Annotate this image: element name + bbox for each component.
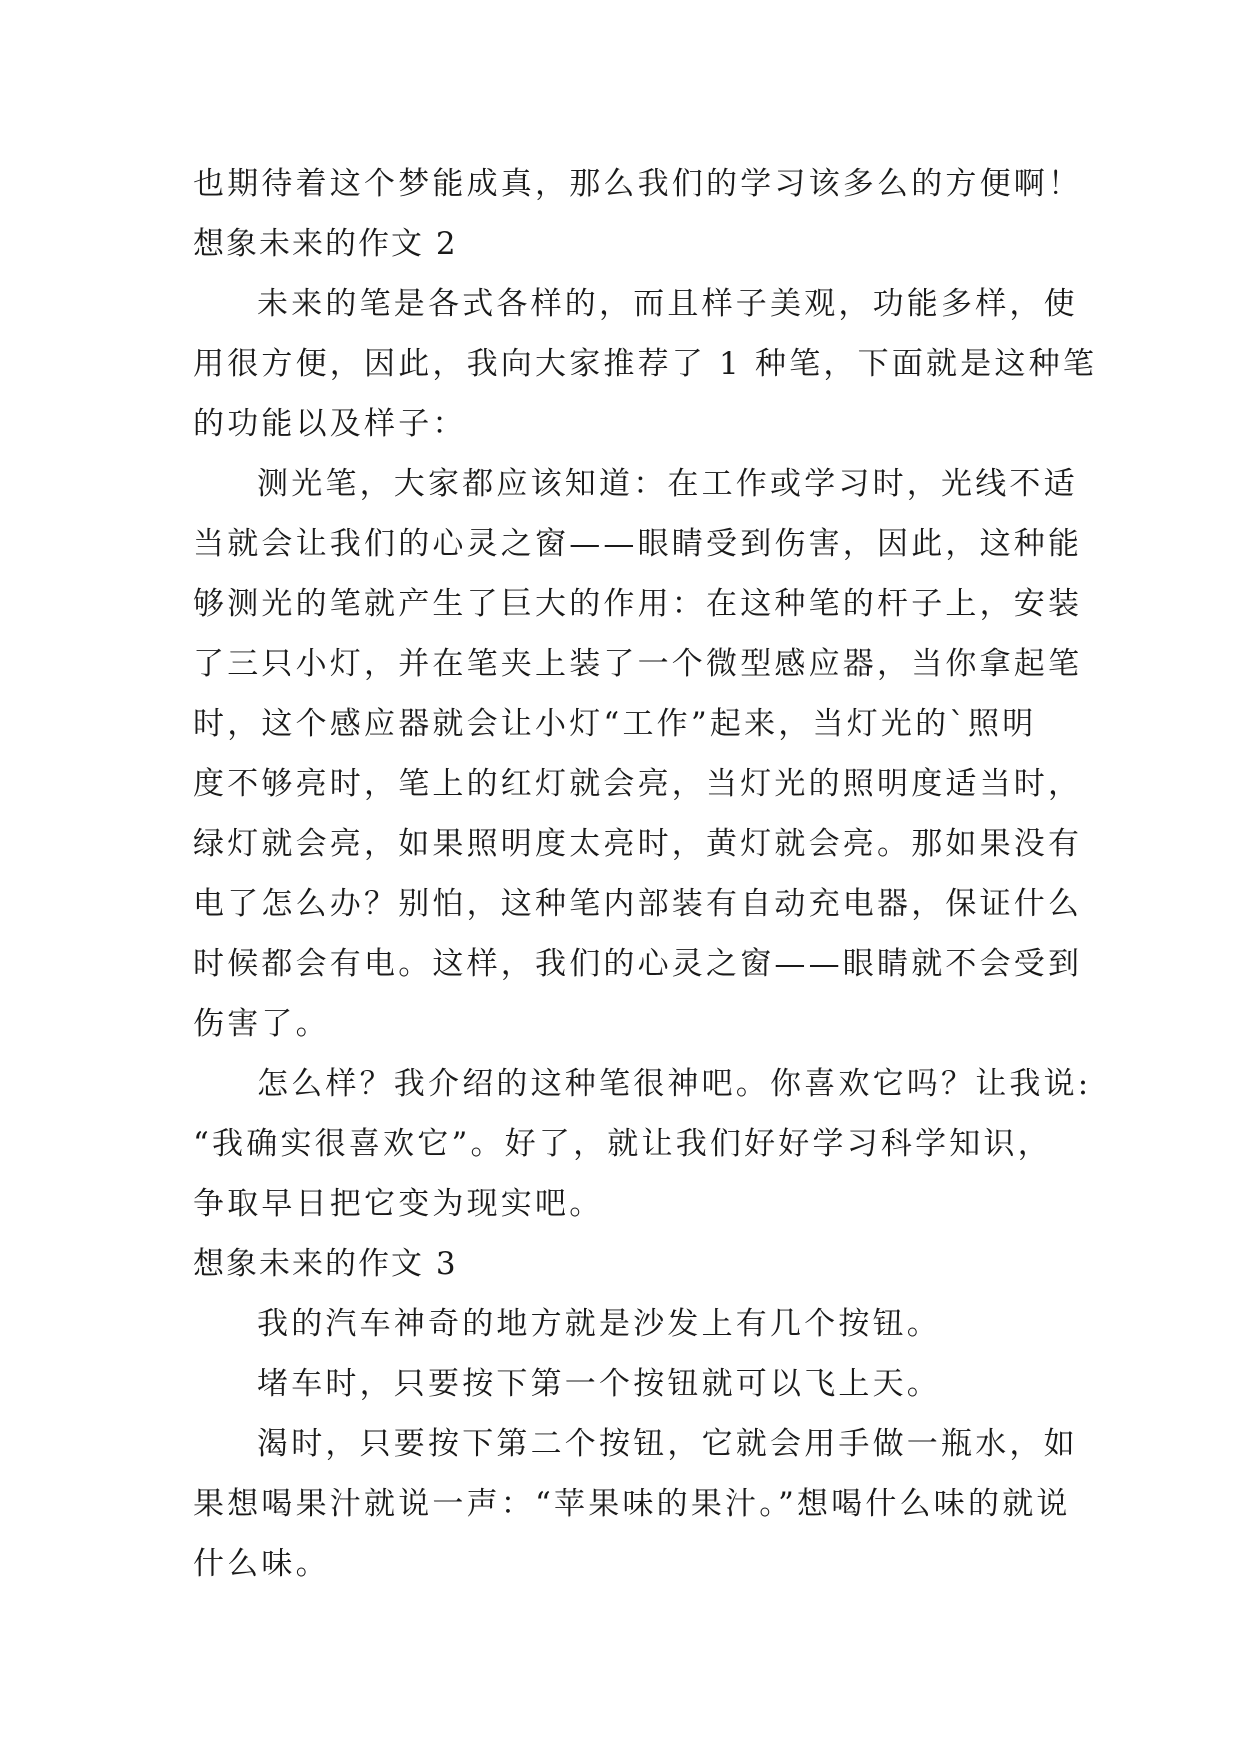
paragraph-line: 绿灯就会亮，如果照明度太亮时，黄灯就会亮。那如果没有: [193, 826, 1083, 862]
paragraph-line: 争取早日把它变为现实吧。: [193, 1186, 604, 1222]
paragraph-line: 堵车时，只要按下第一个按钮就可以飞上天。: [257, 1366, 941, 1402]
paragraph-line: 什么味。: [193, 1546, 330, 1582]
paragraph-line: 测光笔，大家都应该知道：在工作或学习时，光线不适: [257, 466, 1078, 502]
paragraph-line: 用很方便，因此，我向大家推荐了 1 种笔，下面就是这种笔: [193, 346, 1098, 382]
paragraph-line: “我确实很喜欢它”。好了，就让我们好好学习科学知识，: [193, 1126, 1052, 1162]
paragraph-line: 时，这个感应器就会让小灯“工作”起来，当灯光的`照明: [193, 706, 1037, 742]
paragraph-line: 时候都会有电。这样，我们的心灵之窗——眼睛就不会受到: [193, 946, 1083, 982]
paragraph-line: 度不够亮时，笔上的红灯就会亮，当灯光的照明度适当时，: [193, 766, 1083, 802]
paragraph-line: 渴时，只要按下第二个按钮，它就会用手做一瓶水，如: [257, 1426, 1078, 1462]
paragraph-line: 电了怎么办？别怕，这种笔内部装有自动充电器，保证什么: [193, 886, 1083, 922]
section-heading: 想象未来的作文 2: [193, 226, 458, 262]
paragraph-line: 我的汽车神奇的地方就是沙发上有几个按钮。: [257, 1306, 941, 1342]
paragraph-line: 了三只小灯，并在笔夹上装了一个微型感应器，当你拿起笔: [193, 646, 1083, 682]
paragraph-line: 伤害了。: [193, 1006, 330, 1042]
section-heading: 想象未来的作文 3: [193, 1246, 458, 1282]
paragraph-line: 也期待着这个梦能成真，那么我们的学习该多么的方便啊！: [193, 166, 1083, 202]
paragraph-line: 未来的笔是各式各样的，而且样子美观，功能多样，使: [257, 286, 1078, 322]
paragraph-line: 够测光的笔就产生了巨大的作用：在这种笔的杆子上，安装: [193, 586, 1083, 622]
paragraph-line: 果想喝果汁就说一声：“苹果味的果汁。”想喝什么味的就说: [193, 1486, 1071, 1522]
paragraph-line: 的功能以及样子：: [193, 406, 467, 442]
paragraph-line: 怎么样？我介绍的这种笔很神吧。你喜欢它吗？让我说:: [257, 1066, 1092, 1102]
paragraph-line: 当就会让我们的心灵之窗——眼睛受到伤害，因此，这种能: [193, 526, 1083, 562]
